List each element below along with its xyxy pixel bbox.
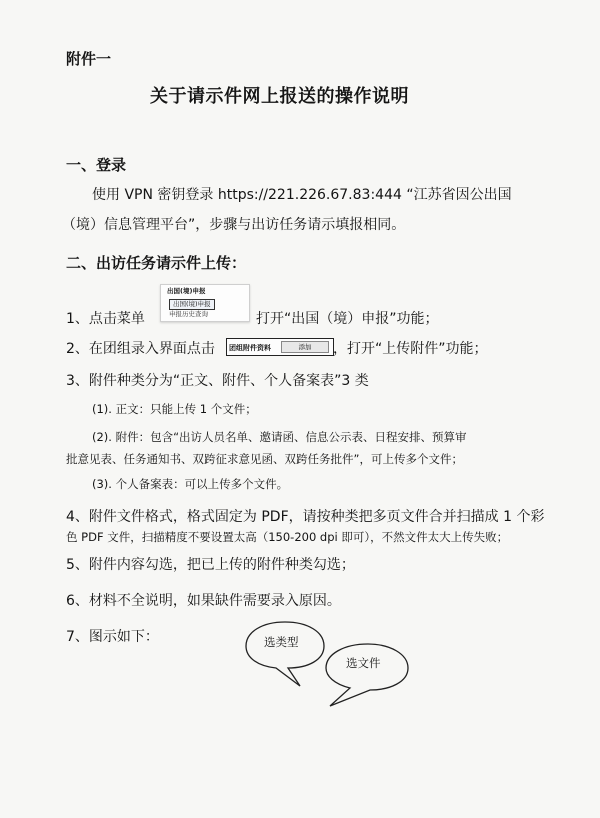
step4-line1: 4、附件文件格式，格式固定为 PDF，请按种类把多页文件合并扫描成 1 个彩 xyxy=(66,509,545,525)
step3-sub1: (1). 正文：只能上传 1 个文件； xyxy=(92,402,257,416)
step1-text-before: 1、点击菜单 xyxy=(66,311,145,327)
section1-heading: 一、登录 xyxy=(66,156,127,174)
step7-text: 7、图示如下： xyxy=(66,629,159,645)
step3-sub2-line2: 批意见表、任务通知书、双跨征求意见函、双跨任务批件”，可上传多个文件； xyxy=(66,452,463,466)
step6-text: 6、材料不全说明，如果缺件需要录入原因。 xyxy=(66,593,341,609)
step3-sub2-line1: (2). 附件：包含“出访人员名单、邀请函、信息公示表、日程安排、预算审 xyxy=(92,430,467,444)
step5-text: 5、附件内容勾选，把已上传的附件种类勾选； xyxy=(66,557,355,573)
section2-heading: 二、出访任务请示件上传： xyxy=(66,254,247,272)
speech-bubble-left-icon xyxy=(240,618,330,690)
btn-shot-add: 添加 xyxy=(281,341,329,353)
section1-line1: 使用 VPN 密钥登录 https://221.226.67.83:444 “江苏省因公出国 xyxy=(92,187,512,203)
step3-text: 3、附件种类分为“正文、附件、个人备案表”3 类 xyxy=(66,373,369,389)
document-title: 关于请示件网上报送的操作说明 xyxy=(150,86,409,107)
section1-line2: （境）信息管理平台”，步骤与出访任务请示填报相同。 xyxy=(62,217,406,233)
step2-text-after: ，打开“上传附件”功能； xyxy=(333,341,488,357)
step2-text-before: 2、在团组录入界面点击 xyxy=(66,341,215,357)
upload-button-screenshot xyxy=(226,338,334,356)
bubble-left-text: 选类型 xyxy=(264,635,299,649)
step3-sub3: (3). 个人备案表：可以上传多个文件。 xyxy=(92,477,289,491)
step1-text-after: 打开“出国（境）申报”功能； xyxy=(256,311,439,327)
speech-bubble-right-icon xyxy=(318,640,414,710)
menu-screenshot xyxy=(160,284,250,322)
menu-shot-item3: 申报历史查询 xyxy=(169,310,208,318)
menu-shot-item1: 出国(境)申报 xyxy=(167,287,206,295)
btn-shot-label: 团组附件资料 xyxy=(229,344,271,352)
step4-line2: 色 PDF 文件，扫描精度不要设置太高（150-200 dpi 即可），不然文件太大上传失败； xyxy=(66,530,509,544)
menu-shot-item2: 出国(境)申报 xyxy=(169,299,215,310)
attachment-label: 附件一 xyxy=(66,50,112,68)
bubble-right-text: 选文件 xyxy=(346,656,381,670)
